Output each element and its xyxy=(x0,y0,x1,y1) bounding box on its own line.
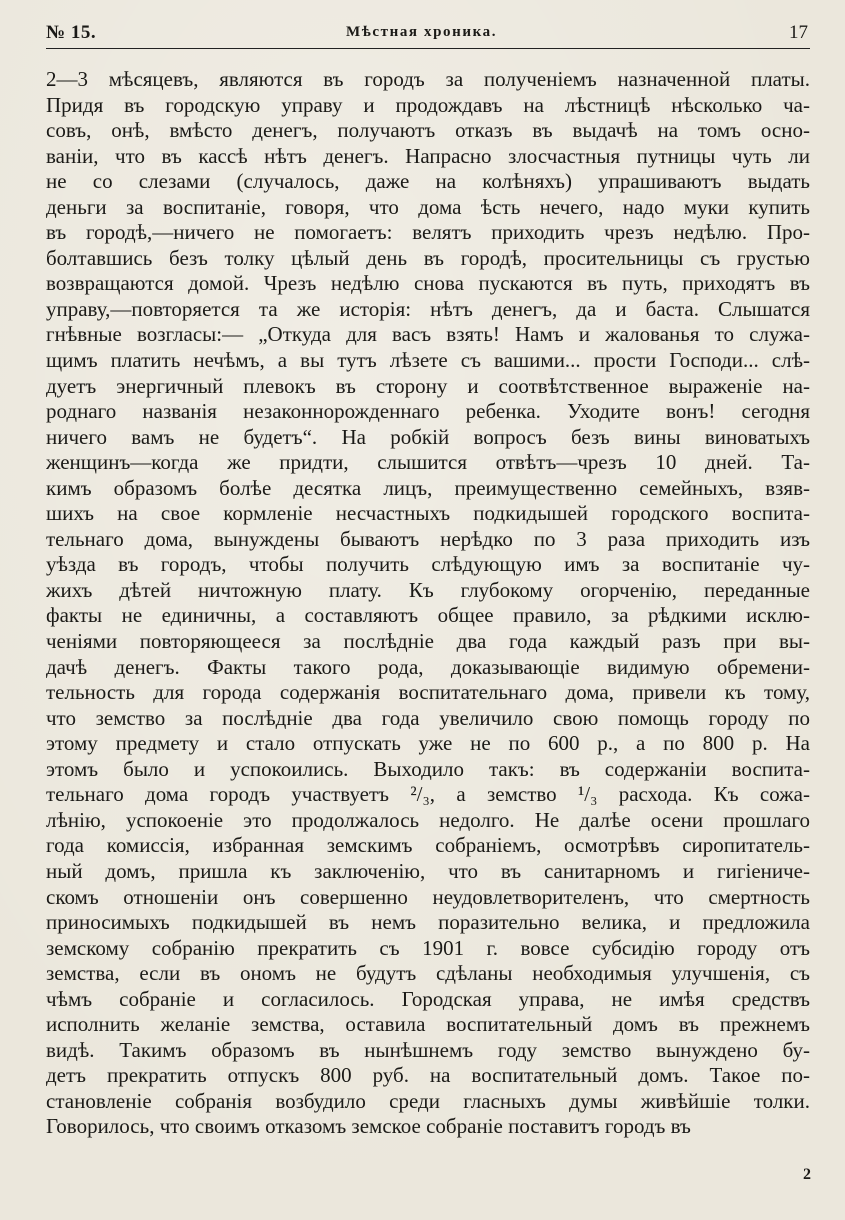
text-line: чѣмъ собраніе и согласилось. Городская управа, не имѣя средствъ xyxy=(46,986,810,1011)
text-line: факты не единичны, а составляютъ общее правило, за рѣдкими исклю- xyxy=(46,603,810,628)
text-line: болтавшись безъ толку цѣлый день въ городѣ, просительницы съ грустью xyxy=(46,245,810,270)
text-line: въ городѣ,—ничего не помогаетъ: велятъ приходить чрезъ недѣлю. Про- xyxy=(46,220,810,245)
text-line: совъ, онѣ, вмѣсто денегъ, получаютъ отказъ въ выдачѣ на томъ осно- xyxy=(46,118,810,143)
text-line: Говорилось, что своимъ отказомъ земское собраніе поставитъ городъ въ xyxy=(46,1114,691,1139)
text-line: ничего вамъ не будетъ“. На робкій вопросъ безъ вины виноватыхъ xyxy=(46,424,810,449)
text-line: лѣнію, успокоеніе это продолжалось недолго. Не далѣе осени прошлаго xyxy=(46,807,810,832)
text-line: детъ прекратить отпускъ 800 руб. на воспитательный домъ. Такое по- xyxy=(46,1063,810,1088)
text-line: ный домъ, пришла къ заключенію, что въ санитарномъ и гигіеничe- xyxy=(46,858,810,883)
text-line: видѣ. Такимъ образомъ въ нынѣшнемъ году земство вынуждено бу- xyxy=(46,1037,810,1062)
text-line: скомъ отношеніи онъ совершенно неудовлетворителенъ, что смертность xyxy=(46,884,810,909)
text-line: тельнаго дома, вынуждены бываютъ нерѣдко по 3 раза приходить изъ xyxy=(46,526,810,551)
text-line: этомъ было и успокоились. Выходило такъ: въ содержаніи воспита- xyxy=(46,756,810,781)
text-line: ченіями повторяющееся за послѣдніе два года каждый разъ при вы- xyxy=(46,629,810,654)
article-body xyxy=(46,67,810,1140)
text-line: года комиссія, избранная земскимъ собраніемъ, осмотрѣвъ сиропитатель- xyxy=(46,833,810,858)
text-line: уѣзда въ городъ, чтобы получить слѣдующую имъ за воспитаніе чу- xyxy=(46,552,810,577)
text-line: становленіе собранія возбудило среди гласныхъ думы живѣйшіе толки. xyxy=(46,1088,810,1113)
text-line: гнѣвные возгласы:— „Откуда для васъ взять! Намъ и жалованья то служа- xyxy=(46,322,810,347)
text-line: не со слезами (случалось, даже на колѣняхъ) упрашиваютъ выдать xyxy=(46,169,810,194)
text-line: земскому собранію прекратить съ 1901 г. вовсе субсидію городу отъ xyxy=(46,935,810,960)
text-line: кимъ образомъ болѣе десятка лицъ, преимущественно семейныхъ, взяв- xyxy=(46,475,810,500)
text-line: что земство за послѣдніе два года увеличило свою помощь городу по xyxy=(46,705,810,730)
text-line: возвращаются домой. Чрезъ недѣлю снова пускаются въ путь, приходятъ въ xyxy=(46,271,810,296)
text-line: тельность для города содержанія воспитательнаго дома, привели къ тому, xyxy=(46,680,810,705)
text-line: ваніи, что въ кассѣ нѣтъ денегъ. Напрасно злосчастныя путницы чуть ли xyxy=(46,143,810,168)
text-line: этому предмету и стало отпускать уже не по 600 р., а по 800 р. На xyxy=(46,731,810,756)
text-line: деньги за воспитаніе, говоря, что дома ѣсть нечего, надо муки купить xyxy=(46,194,810,219)
text-line: щимъ платить нечѣмъ, а вы тутъ лѣзете съ вашими... прости Господи... слѣ- xyxy=(46,348,810,373)
section-title: Мѣстная хроника. xyxy=(346,24,498,40)
text-line: шихъ на свое кормленіе несчастныхъ подкидышей городского воспита- xyxy=(46,501,810,526)
text-line: дуетъ энергичный плевокъ въ сторону и соотвѣтственное выраженіе на- xyxy=(46,373,810,398)
text-line: жихъ дѣтей ничтожную плату. Къ глубокому огорченію, переданные xyxy=(46,577,810,602)
header-rule xyxy=(46,48,810,49)
text-line: роднаго названія незаконнорожденнаго ребенка. Уходите вонъ! сегодня xyxy=(46,399,810,424)
text-line: Придя въ городскую управу и продождавъ на лѣстницѣ нѣсколько ча- xyxy=(46,92,810,117)
page-number: 17 xyxy=(789,22,808,43)
text-line: дачѣ денегъ. Факты такого рода, доказывающіе видимую обремени- xyxy=(46,654,810,679)
text-line: тельнаго дома городъ участвуетъ ²/₃, а земство ¹/₃ расхода. Къ сожа- xyxy=(46,782,810,807)
text-line: управу,—повторяется та же исторія: нѣтъ денегъ, да и баста. Слышатся xyxy=(46,296,810,321)
issue-number: № 15. xyxy=(46,22,97,43)
signature-mark: 2 xyxy=(803,1166,811,1183)
text-line: приносимыхъ подкидышей въ немъ поразительно велика, и предложила xyxy=(46,910,810,935)
text-line: женщинъ—когда же придти, слышится отвѣтъ—чрезъ 10 дней. Та- xyxy=(46,450,810,475)
page-header xyxy=(46,20,812,46)
text-line: исполнить желаніе земства, оставила воспитательный домъ въ прежнемъ xyxy=(46,1012,810,1037)
text-line: 2—3 мѣсяцевъ, являются въ городъ за полученіемъ назначенной платы. xyxy=(46,67,810,91)
text-line: земства, если въ ономъ не будутъ сдѣланы необходимыя улучшенія, съ xyxy=(46,961,810,986)
